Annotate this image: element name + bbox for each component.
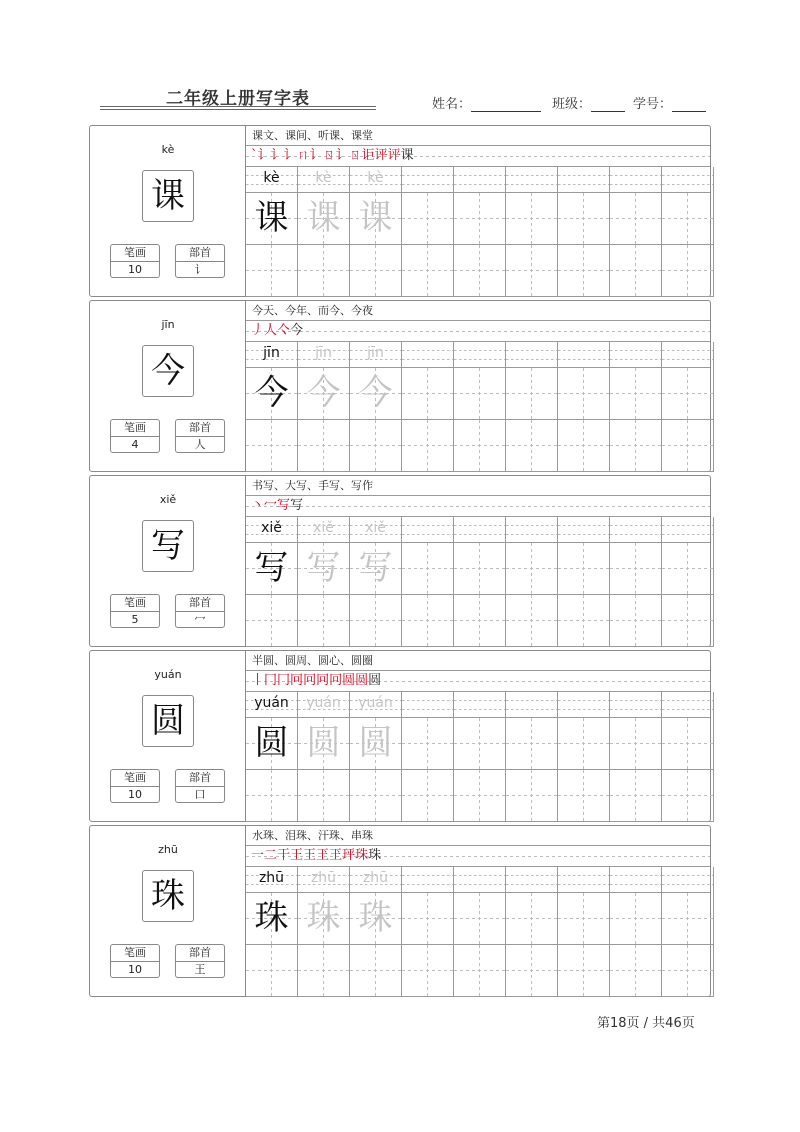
stroke-step: 一	[251, 848, 265, 863]
pinyin-cell[interactable]	[298, 867, 350, 893]
pinyin-cell[interactable]	[454, 167, 506, 193]
pinyin-cell[interactable]	[506, 342, 558, 368]
pinyin-cell[interactable]	[506, 167, 558, 193]
radical-box	[175, 594, 225, 628]
pinyin-grid	[246, 516, 710, 542]
writing-cell[interactable]	[402, 893, 454, 945]
char-pinyin: kè	[161, 143, 175, 156]
writing-cell[interactable]	[506, 945, 558, 997]
writing-cell[interactable]	[298, 420, 350, 472]
stroke-step: 讠	[257, 148, 271, 163]
writing-cell[interactable]	[662, 420, 714, 472]
pinyin-cell[interactable]	[610, 167, 662, 193]
stroke-step: 人	[264, 323, 278, 338]
pinyin-cell[interactable]	[298, 342, 350, 368]
pinyin-cell[interactable]	[350, 167, 402, 193]
writing-cell[interactable]	[506, 193, 558, 245]
writing-cell[interactable]	[246, 245, 298, 297]
char-sample: 珠	[358, 898, 393, 938]
pinyin-cell[interactable]	[558, 342, 610, 368]
char-card	[89, 300, 711, 472]
writing-cell[interactable]	[402, 718, 454, 770]
writing-cell[interactable]	[350, 368, 402, 420]
student-id-blank[interactable]	[672, 99, 706, 112]
writing-cell[interactable]	[558, 595, 610, 647]
pinyin-cell[interactable]	[350, 517, 402, 543]
writing-cell[interactable]	[610, 420, 662, 472]
stroke-step: 冂	[264, 673, 278, 688]
char-sample: 圆	[306, 723, 341, 763]
writing-cell[interactable]	[558, 368, 610, 420]
pinyin-cell[interactable]	[662, 692, 714, 718]
stroke-step: 今	[290, 323, 304, 338]
stroke-step: 讠	[270, 148, 284, 163]
writing-cell[interactable]	[454, 718, 506, 770]
writing-cell[interactable]	[246, 718, 298, 770]
writing-cell[interactable]	[298, 543, 350, 595]
stroke-count-value: 10	[128, 263, 142, 276]
practice-area	[246, 651, 710, 821]
writing-cell[interactable]	[350, 193, 402, 245]
pinyin-cell[interactable]	[402, 342, 454, 368]
char-info-panel	[90, 651, 246, 821]
writing-cell[interactable]	[402, 193, 454, 245]
char-sample: 写	[306, 548, 341, 588]
writing-cell[interactable]	[454, 420, 506, 472]
writing-cell[interactable]	[506, 420, 558, 472]
writing-cell[interactable]	[662, 945, 714, 997]
stroke-step: 冖	[264, 498, 278, 513]
pinyin-sample: kè	[263, 170, 280, 186]
title-underline	[100, 106, 376, 107]
writing-cell[interactable]	[454, 770, 506, 822]
stroke-step: 写	[277, 498, 291, 513]
radical-box	[175, 944, 225, 978]
practice-area	[246, 126, 710, 296]
stroke-order	[246, 496, 710, 516]
pinyin-sample: xiě	[261, 520, 282, 536]
writing-cell[interactable]	[402, 770, 454, 822]
char-sample: 珠	[306, 898, 341, 938]
writing-cell[interactable]	[454, 193, 506, 245]
stroke-count-box	[110, 944, 160, 978]
stroke-step: 王	[303, 848, 317, 863]
practice-area	[246, 301, 710, 471]
pinyin-sample: yuán	[358, 695, 393, 711]
stroke-step: 玊	[329, 848, 343, 863]
writing-grid	[246, 192, 710, 296]
pinyin-cell[interactable]	[558, 517, 610, 543]
char-sample: 课	[306, 198, 341, 238]
writing-cell[interactable]	[506, 368, 558, 420]
stroke-step: 丶	[251, 498, 265, 513]
writing-cell[interactable]	[246, 368, 298, 420]
writing-cell[interactable]	[298, 945, 350, 997]
radical-label: 部首	[176, 245, 224, 262]
writing-cell[interactable]	[454, 245, 506, 297]
pinyin-sample: xiě	[365, 520, 386, 536]
writing-cell[interactable]	[662, 368, 714, 420]
name-label: 姓名：	[432, 97, 472, 112]
char-pinyin: zhū	[158, 843, 178, 856]
writing-cell[interactable]	[610, 595, 662, 647]
radical-label: 部首	[176, 420, 224, 437]
writing-cell[interactable]	[610, 543, 662, 595]
pinyin-cell[interactable]	[558, 167, 610, 193]
writing-cell[interactable]	[454, 543, 506, 595]
stroke-count-value: 4	[131, 438, 139, 451]
stroke-step: 二	[264, 848, 278, 863]
pinyin-sample: kè	[367, 170, 384, 186]
pinyin-cell[interactable]	[454, 517, 506, 543]
char-sample: 课	[358, 198, 393, 238]
radical-value: 口	[194, 788, 206, 801]
pinyin-cell[interactable]	[402, 167, 454, 193]
radical-label: 部首	[176, 770, 224, 787]
char-display: 今	[142, 345, 194, 397]
stroke-step: 讵	[361, 148, 375, 163]
char-info-panel	[90, 301, 246, 471]
char-sample: 写	[358, 548, 393, 588]
writing-grid	[246, 542, 710, 646]
char-sample: 圆	[358, 723, 393, 763]
pinyin-sample: zhū	[258, 870, 285, 886]
stroke-count-value: 10	[128, 788, 142, 801]
stroke-order	[246, 321, 710, 341]
writing-cell[interactable]	[298, 193, 350, 245]
pinyin-cell[interactable]	[298, 517, 350, 543]
writing-cell[interactable]	[558, 193, 610, 245]
writing-cell[interactable]	[454, 595, 506, 647]
char-card	[89, 825, 711, 997]
stroke-step: 珠	[355, 848, 369, 863]
stroke-count-label: 笔画	[111, 945, 159, 962]
writing-cell[interactable]	[350, 945, 402, 997]
char-sample: 今	[254, 373, 289, 413]
stroke-order	[246, 671, 710, 691]
writing-cell[interactable]	[558, 945, 610, 997]
student-id-label: 学号：	[633, 97, 673, 112]
writing-cell[interactable]	[558, 770, 610, 822]
writing-cell[interactable]	[558, 718, 610, 770]
stroke-step: 珠	[368, 848, 382, 863]
pinyin-cell[interactable]	[558, 692, 610, 718]
stroke-step: 亽	[277, 323, 291, 338]
radical-box	[175, 244, 225, 278]
char-display: 课	[142, 170, 194, 222]
pinyin-sample: yuán	[306, 695, 341, 711]
stroke-step: 写	[290, 498, 304, 513]
writing-cell[interactable]	[662, 770, 714, 822]
char-display: 圆	[142, 695, 194, 747]
stroke-step: 冋	[290, 673, 304, 688]
stroke-count-value: 10	[128, 963, 142, 976]
pinyin-cell[interactable]	[402, 692, 454, 718]
class-label: 班级：	[552, 97, 592, 112]
char-info-panel	[90, 476, 246, 646]
pinyin-cell[interactable]	[610, 692, 662, 718]
radical-box	[175, 769, 225, 803]
char-info-panel	[90, 126, 246, 296]
writing-cell[interactable]	[246, 770, 298, 822]
writing-cell[interactable]	[506, 543, 558, 595]
pinyin-cell[interactable]	[350, 867, 402, 893]
writing-cell[interactable]	[350, 595, 402, 647]
char-sample: 圆	[254, 723, 289, 763]
writing-cell[interactable]	[610, 368, 662, 420]
stroke-count-box	[110, 419, 160, 453]
radical-value: 人	[194, 438, 206, 451]
writing-cell[interactable]	[298, 368, 350, 420]
stroke-step: 丿	[251, 323, 265, 338]
char-sample: 今	[358, 373, 393, 413]
pinyin-grid	[246, 166, 710, 192]
writing-cell[interactable]	[558, 893, 610, 945]
stroke-step: 王	[290, 848, 304, 863]
writing-cell[interactable]	[662, 245, 714, 297]
writing-cell[interactable]	[350, 245, 402, 297]
pinyin-cell[interactable]	[246, 167, 298, 193]
pinyin-cell[interactable]	[350, 342, 402, 368]
writing-cell[interactable]	[610, 945, 662, 997]
writing-cell[interactable]	[506, 245, 558, 297]
writing-cell[interactable]	[350, 770, 402, 822]
stroke-step: 冋	[316, 673, 330, 688]
word-examples: 水珠、泪珠、汗珠、串珠	[246, 826, 710, 846]
writing-cell[interactable]	[558, 543, 610, 595]
writing-cell[interactable]	[662, 193, 714, 245]
pinyin-cell[interactable]	[246, 342, 298, 368]
pinyin-cell[interactable]	[246, 867, 298, 893]
pinyin-sample: zhū	[310, 870, 337, 886]
pinyin-cell[interactable]	[506, 517, 558, 543]
stroke-step: 玊	[316, 848, 330, 863]
writing-cell[interactable]	[402, 945, 454, 997]
pinyin-sample: zhū	[362, 870, 389, 886]
radical-value: 王	[194, 963, 206, 976]
pinyin-cell[interactable]	[662, 867, 714, 893]
class-field[interactable]	[552, 93, 625, 112]
writing-grid	[246, 367, 710, 471]
char-pinyin: jīn	[161, 318, 175, 331]
stroke-count-label: 笔画	[111, 595, 159, 612]
stroke-step: 圆	[342, 673, 356, 688]
writing-cell[interactable]	[610, 718, 662, 770]
stroke-count-box	[110, 769, 160, 803]
word-examples: 今天、今年、而今、今夜	[246, 301, 710, 321]
page-title: 二年级上册写字表	[166, 89, 310, 109]
stroke-step: 冋	[329, 673, 343, 688]
pinyin-sample: jīn	[263, 345, 280, 361]
char-sample: 珠	[254, 898, 289, 938]
pinyin-cell[interactable]	[298, 692, 350, 718]
writing-cell[interactable]	[662, 718, 714, 770]
writing-cell[interactable]	[298, 595, 350, 647]
char-pinyin: xiě	[159, 493, 177, 506]
pinyin-cell[interactable]	[454, 692, 506, 718]
pinyin-cell[interactable]	[662, 167, 714, 193]
writing-cell[interactable]	[298, 245, 350, 297]
title-underline	[100, 109, 376, 110]
page-number: 第18页 / 共46页	[597, 1016, 695, 1031]
writing-cell[interactable]	[506, 770, 558, 822]
writing-cell[interactable]	[298, 770, 350, 822]
stroke-step: 评	[387, 148, 401, 163]
stroke-step: 课	[400, 148, 414, 163]
char-sample: 今	[306, 373, 341, 413]
writing-cell[interactable]	[454, 368, 506, 420]
writing-cell[interactable]	[402, 420, 454, 472]
writing-cell[interactable]	[402, 368, 454, 420]
pinyin-sample: xiě	[313, 520, 334, 536]
writing-cell[interactable]	[246, 193, 298, 245]
writing-cell[interactable]	[662, 595, 714, 647]
pinyin-cell[interactable]	[402, 517, 454, 543]
stroke-step: 圆	[355, 673, 369, 688]
radical-value: 冖	[194, 613, 206, 626]
writing-cell[interactable]	[246, 893, 298, 945]
stroke-step: 丨	[251, 673, 265, 688]
char-display: 写	[142, 520, 194, 572]
char-display: 珠	[142, 870, 194, 922]
char-sample: 写	[254, 548, 289, 588]
writing-grid	[246, 892, 710, 996]
name-field[interactable]	[432, 93, 541, 112]
stroke-count-label: 笔画	[111, 420, 159, 437]
stroke-count-value: 5	[131, 613, 139, 626]
pinyin-cell[interactable]	[506, 692, 558, 718]
writing-cell[interactable]	[350, 718, 402, 770]
radical-label: 部首	[176, 945, 224, 962]
char-sample: 课	[254, 198, 289, 238]
stroke-step: 讠ㄖ	[335, 148, 362, 163]
word-examples: 半圆、圆周、圆心、圆圈	[246, 651, 710, 671]
writing-cell[interactable]	[506, 718, 558, 770]
pinyin-cell[interactable]	[402, 867, 454, 893]
pinyin-grid	[246, 691, 710, 717]
pinyin-cell[interactable]	[454, 867, 506, 893]
writing-cell[interactable]	[246, 420, 298, 472]
writing-cell[interactable]	[610, 193, 662, 245]
writing-cell[interactable]	[246, 945, 298, 997]
writing-cell[interactable]	[298, 718, 350, 770]
stroke-order	[246, 146, 710, 166]
word-examples: 课文、课间、听课、课堂	[246, 126, 710, 146]
writing-cell[interactable]	[506, 595, 558, 647]
pinyin-cell[interactable]	[454, 342, 506, 368]
stroke-count-box	[110, 594, 160, 628]
stroke-step: 圆	[368, 673, 382, 688]
writing-cell[interactable]	[298, 893, 350, 945]
stroke-step: 干	[277, 848, 291, 863]
char-pinyin: yuán	[154, 668, 182, 681]
writing-cell[interactable]	[402, 245, 454, 297]
pinyin-cell[interactable]	[610, 342, 662, 368]
pinyin-grid	[246, 866, 710, 892]
stroke-count-box	[110, 244, 160, 278]
pinyin-cell[interactable]	[246, 692, 298, 718]
pinyin-sample: kè	[315, 170, 332, 186]
char-card	[89, 125, 711, 297]
writing-cell[interactable]	[402, 595, 454, 647]
writing-cell[interactable]	[610, 893, 662, 945]
pinyin-sample: jīn	[315, 345, 332, 361]
writing-cell[interactable]	[610, 770, 662, 822]
writing-cell[interactable]	[662, 893, 714, 945]
writing-cell[interactable]	[246, 543, 298, 595]
writing-cell[interactable]	[454, 893, 506, 945]
radical-box	[175, 419, 225, 453]
pinyin-sample: yuán	[254, 695, 289, 711]
word-examples: 书写、大写、手写、写作	[246, 476, 710, 496]
practice-area	[246, 826, 710, 996]
pinyin-cell[interactable]	[246, 517, 298, 543]
writing-cell[interactable]	[610, 245, 662, 297]
char-info-panel	[90, 826, 246, 996]
practice-area	[246, 476, 710, 646]
stroke-step: 玶	[342, 848, 356, 863]
writing-cell[interactable]	[558, 245, 610, 297]
pinyin-cell[interactable]	[350, 692, 402, 718]
writing-grid	[246, 717, 710, 821]
stroke-step: 冋	[303, 673, 317, 688]
pinyin-grid	[246, 341, 710, 367]
stroke-step: 讠ㄖ	[309, 148, 336, 163]
writing-cell[interactable]	[246, 595, 298, 647]
stroke-step: 评	[374, 148, 388, 163]
stroke-count-label: 笔画	[111, 245, 159, 262]
writing-cell[interactable]	[350, 420, 402, 472]
pinyin-cell[interactable]	[610, 867, 662, 893]
pinyin-cell[interactable]	[662, 342, 714, 368]
pinyin-cell[interactable]	[662, 517, 714, 543]
writing-cell[interactable]	[402, 543, 454, 595]
stroke-step: `	[251, 148, 258, 163]
writing-cell[interactable]	[506, 893, 558, 945]
writing-cell[interactable]	[558, 420, 610, 472]
name-blank[interactable]	[471, 99, 541, 112]
stroke-order	[246, 846, 710, 866]
radical-label: 部首	[176, 595, 224, 612]
char-card	[89, 650, 711, 822]
writing-cell[interactable]	[350, 543, 402, 595]
stroke-step: 冂	[277, 673, 291, 688]
radical-value: 讠	[194, 263, 206, 276]
class-blank[interactable]	[591, 99, 625, 112]
student-id-field[interactable]	[633, 93, 706, 112]
writing-cell[interactable]	[662, 543, 714, 595]
char-card	[89, 475, 711, 647]
pinyin-cell[interactable]	[506, 867, 558, 893]
pinyin-cell[interactable]	[298, 167, 350, 193]
stroke-step: 讠ㄇ	[283, 148, 310, 163]
stroke-count-label: 笔画	[111, 770, 159, 787]
pinyin-sample: jīn	[367, 345, 384, 361]
writing-cell[interactable]	[350, 893, 402, 945]
pinyin-cell[interactable]	[558, 867, 610, 893]
pinyin-cell[interactable]	[610, 517, 662, 543]
writing-cell[interactable]	[454, 945, 506, 997]
